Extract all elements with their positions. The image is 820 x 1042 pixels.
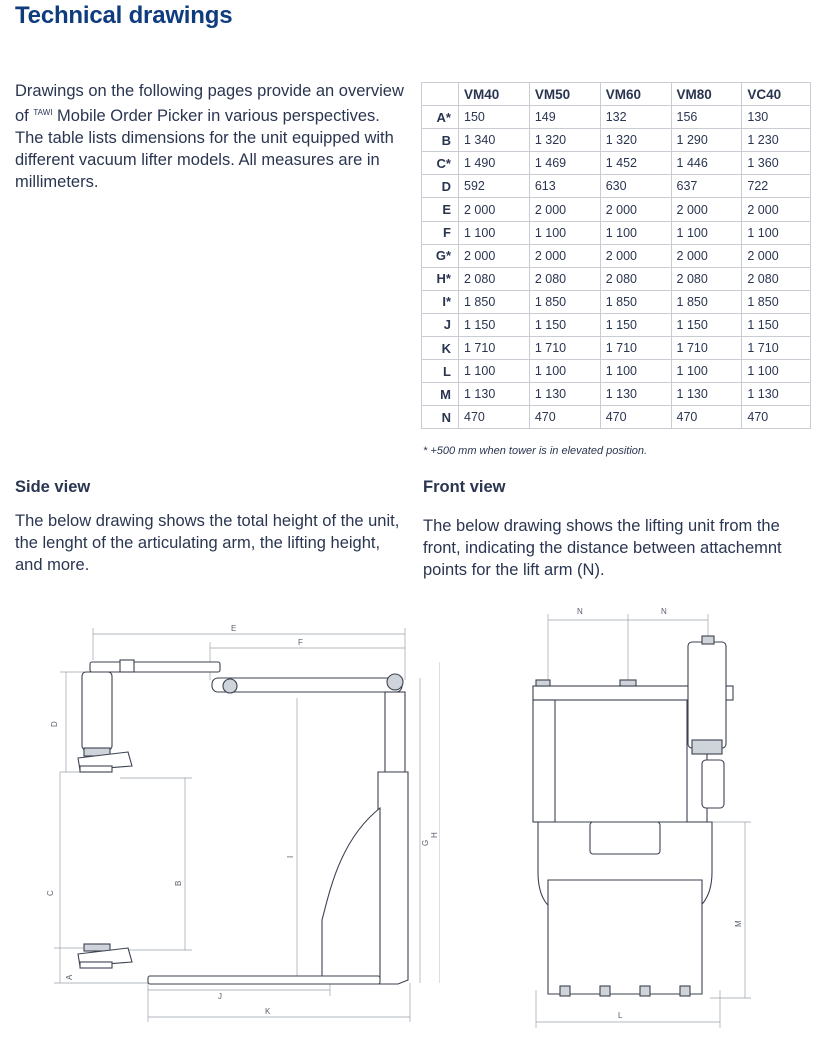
table-cell: 1 130 bbox=[529, 383, 600, 406]
table-cell: 1 850 bbox=[671, 290, 742, 313]
table-row bbox=[422, 175, 811, 198]
table-cell: 1 130 bbox=[742, 383, 811, 406]
dim-label-n-right: N bbox=[661, 607, 667, 616]
table-cell: 130 bbox=[742, 106, 811, 129]
table-cell: 2 000 bbox=[529, 244, 600, 267]
table-cell: 1 360 bbox=[742, 152, 811, 175]
table-cell: 637 bbox=[671, 175, 742, 198]
table-row bbox=[422, 313, 811, 336]
dim-label-a: A bbox=[65, 974, 74, 980]
table-cell: 1 710 bbox=[671, 337, 742, 360]
dim-label-i: I bbox=[286, 855, 295, 858]
column-header: VM50 bbox=[529, 83, 600, 106]
brand-mark: TAWI bbox=[33, 108, 53, 117]
dim-label-k: K bbox=[265, 1007, 271, 1016]
table-cell: 1 469 bbox=[529, 152, 600, 175]
table-cell: 2 000 bbox=[600, 198, 671, 221]
table-row bbox=[422, 198, 811, 221]
table-cell: 2 080 bbox=[529, 267, 600, 290]
row-label: K bbox=[422, 337, 459, 360]
table-corner-cell bbox=[422, 83, 459, 106]
row-label: I* bbox=[422, 290, 459, 313]
front-view-heading: Front view bbox=[423, 478, 506, 496]
table-cell: 592 bbox=[459, 175, 530, 198]
table-header-row bbox=[422, 83, 811, 106]
intro-text-start: Drawings on the following pages provide an overview of bbox=[15, 82, 404, 125]
table-row bbox=[422, 406, 811, 429]
table-row bbox=[422, 244, 811, 267]
row-label: G* bbox=[422, 244, 459, 267]
table-cell: 150 bbox=[459, 106, 530, 129]
dim-label-h: H bbox=[430, 832, 439, 838]
table-cell: 613 bbox=[529, 175, 600, 198]
table-cell: 2 080 bbox=[671, 267, 742, 290]
dim-label-f: F bbox=[298, 638, 303, 647]
table-cell: 1 452 bbox=[600, 152, 671, 175]
table-cell: 1 100 bbox=[459, 221, 530, 244]
table-cell: 1 850 bbox=[742, 290, 811, 313]
column-header: VM40 bbox=[459, 83, 530, 106]
front-view-description: The below drawing shows the lifting unit from the front, indicating the distance between attachemnt points for the lift arm (N). bbox=[423, 517, 782, 579]
dim-label-n-left: N bbox=[577, 607, 583, 616]
table-cell: 470 bbox=[600, 406, 671, 429]
table-row bbox=[422, 267, 811, 290]
table-cell: 1 100 bbox=[671, 221, 742, 244]
table-cell: 1 100 bbox=[529, 360, 600, 383]
row-label: N bbox=[422, 406, 459, 429]
table-cell: 2 000 bbox=[529, 198, 600, 221]
table-cell: 1 100 bbox=[742, 221, 811, 244]
table-cell: 1 710 bbox=[459, 337, 530, 360]
row-label: C* bbox=[422, 152, 459, 175]
table-cell: 132 bbox=[600, 106, 671, 129]
table-cell: 1 490 bbox=[459, 152, 530, 175]
table-cell: 1 230 bbox=[742, 129, 811, 152]
table-cell: 1 710 bbox=[600, 337, 671, 360]
column-header: VM60 bbox=[600, 83, 671, 106]
table-cell: 1 150 bbox=[459, 313, 530, 336]
dim-label-m: M bbox=[734, 920, 743, 927]
table-cell: 2 000 bbox=[742, 244, 811, 267]
dim-label-g: G bbox=[421, 839, 430, 846]
side-view-drawing bbox=[0, 600, 440, 1040]
table-cell: 1 130 bbox=[600, 383, 671, 406]
table-cell: 2 080 bbox=[600, 267, 671, 290]
side-view-description: The below drawing shows the total height of the unit, the lenght of the articulating arm, the lifting height, and more. bbox=[15, 512, 400, 574]
table-footnote: * +500 mm when tower is in elevated position. bbox=[423, 445, 648, 457]
table-cell: 470 bbox=[742, 406, 811, 429]
row-label: E bbox=[422, 198, 459, 221]
table-cell: 1 850 bbox=[529, 290, 600, 313]
table-cell: 1 150 bbox=[529, 313, 600, 336]
table-cell: 2 000 bbox=[600, 244, 671, 267]
row-label: M bbox=[422, 383, 459, 406]
front-machine-outline bbox=[533, 636, 733, 996]
table-cell: 1 100 bbox=[742, 360, 811, 383]
row-label: B bbox=[422, 129, 459, 152]
column-header: VM80 bbox=[671, 83, 742, 106]
table-cell: 1 100 bbox=[600, 360, 671, 383]
row-label: L bbox=[422, 360, 459, 383]
table-cell: 1 100 bbox=[600, 221, 671, 244]
table-cell: 1 850 bbox=[459, 290, 530, 313]
side-view-heading: Side view bbox=[15, 478, 91, 496]
table-row bbox=[422, 152, 811, 175]
intro-text-end: Mobile Order Picker in various perspectives. The table lists dimensions for the unit equipped with different vacuum lifter models. All measures are in millimeters. bbox=[15, 107, 394, 191]
side-machine-outline bbox=[78, 660, 408, 984]
row-label: A* bbox=[422, 106, 459, 129]
table-cell: 1 130 bbox=[671, 383, 742, 406]
table-cell: 630 bbox=[600, 175, 671, 198]
table-row bbox=[422, 106, 811, 129]
table-cell: 1 850 bbox=[600, 290, 671, 313]
table-cell: 149 bbox=[529, 106, 600, 129]
front-view-drawing bbox=[440, 600, 815, 1040]
row-label: J bbox=[422, 313, 459, 336]
table-cell: 1 100 bbox=[459, 360, 530, 383]
row-label: H* bbox=[422, 267, 459, 290]
table-cell: 156 bbox=[671, 106, 742, 129]
page-title: Technical drawings bbox=[15, 2, 233, 29]
table-row bbox=[422, 337, 811, 360]
table-cell: 1 100 bbox=[671, 360, 742, 383]
table-cell: 1 150 bbox=[742, 313, 811, 336]
table-cell: 2 000 bbox=[742, 198, 811, 221]
table-cell: 470 bbox=[459, 406, 530, 429]
table-cell: 1 150 bbox=[600, 313, 671, 336]
table-cell: 2 080 bbox=[459, 267, 530, 290]
table-cell: 2 000 bbox=[459, 244, 530, 267]
table-row bbox=[422, 360, 811, 383]
table-cell: 1 446 bbox=[671, 152, 742, 175]
dimensions-table bbox=[421, 82, 811, 429]
dim-label-l: L bbox=[618, 1011, 623, 1020]
table-cell: 1 340 bbox=[459, 129, 530, 152]
table-cell: 1 710 bbox=[529, 337, 600, 360]
table-row bbox=[422, 129, 811, 152]
table-cell: 1 320 bbox=[600, 129, 671, 152]
table-cell: 722 bbox=[742, 175, 811, 198]
dim-label-d: D bbox=[50, 721, 59, 727]
table-cell: 470 bbox=[529, 406, 600, 429]
table-cell: 2 000 bbox=[671, 198, 742, 221]
dim-label-c: C bbox=[46, 890, 55, 896]
table-cell: 2 000 bbox=[459, 198, 530, 221]
table-cell: 2 080 bbox=[742, 267, 811, 290]
row-label: D bbox=[422, 175, 459, 198]
table-cell: 470 bbox=[671, 406, 742, 429]
table-cell: 1 130 bbox=[459, 383, 530, 406]
dim-label-e: E bbox=[231, 624, 237, 633]
dim-label-j: J bbox=[218, 992, 222, 1001]
table-cell: 1 100 bbox=[529, 221, 600, 244]
table-cell: 2 000 bbox=[671, 244, 742, 267]
row-label: F bbox=[422, 221, 459, 244]
table-cell: 1 150 bbox=[671, 313, 742, 336]
column-header: VC40 bbox=[742, 83, 811, 106]
table-row bbox=[422, 383, 811, 406]
table-cell: 1 290 bbox=[671, 129, 742, 152]
table-row bbox=[422, 221, 811, 244]
dim-label-b: B bbox=[174, 880, 183, 886]
table-row bbox=[422, 290, 811, 313]
intro-paragraph bbox=[15, 80, 410, 193]
table-cell: 1 710 bbox=[742, 337, 811, 360]
table-cell: 1 320 bbox=[529, 129, 600, 152]
